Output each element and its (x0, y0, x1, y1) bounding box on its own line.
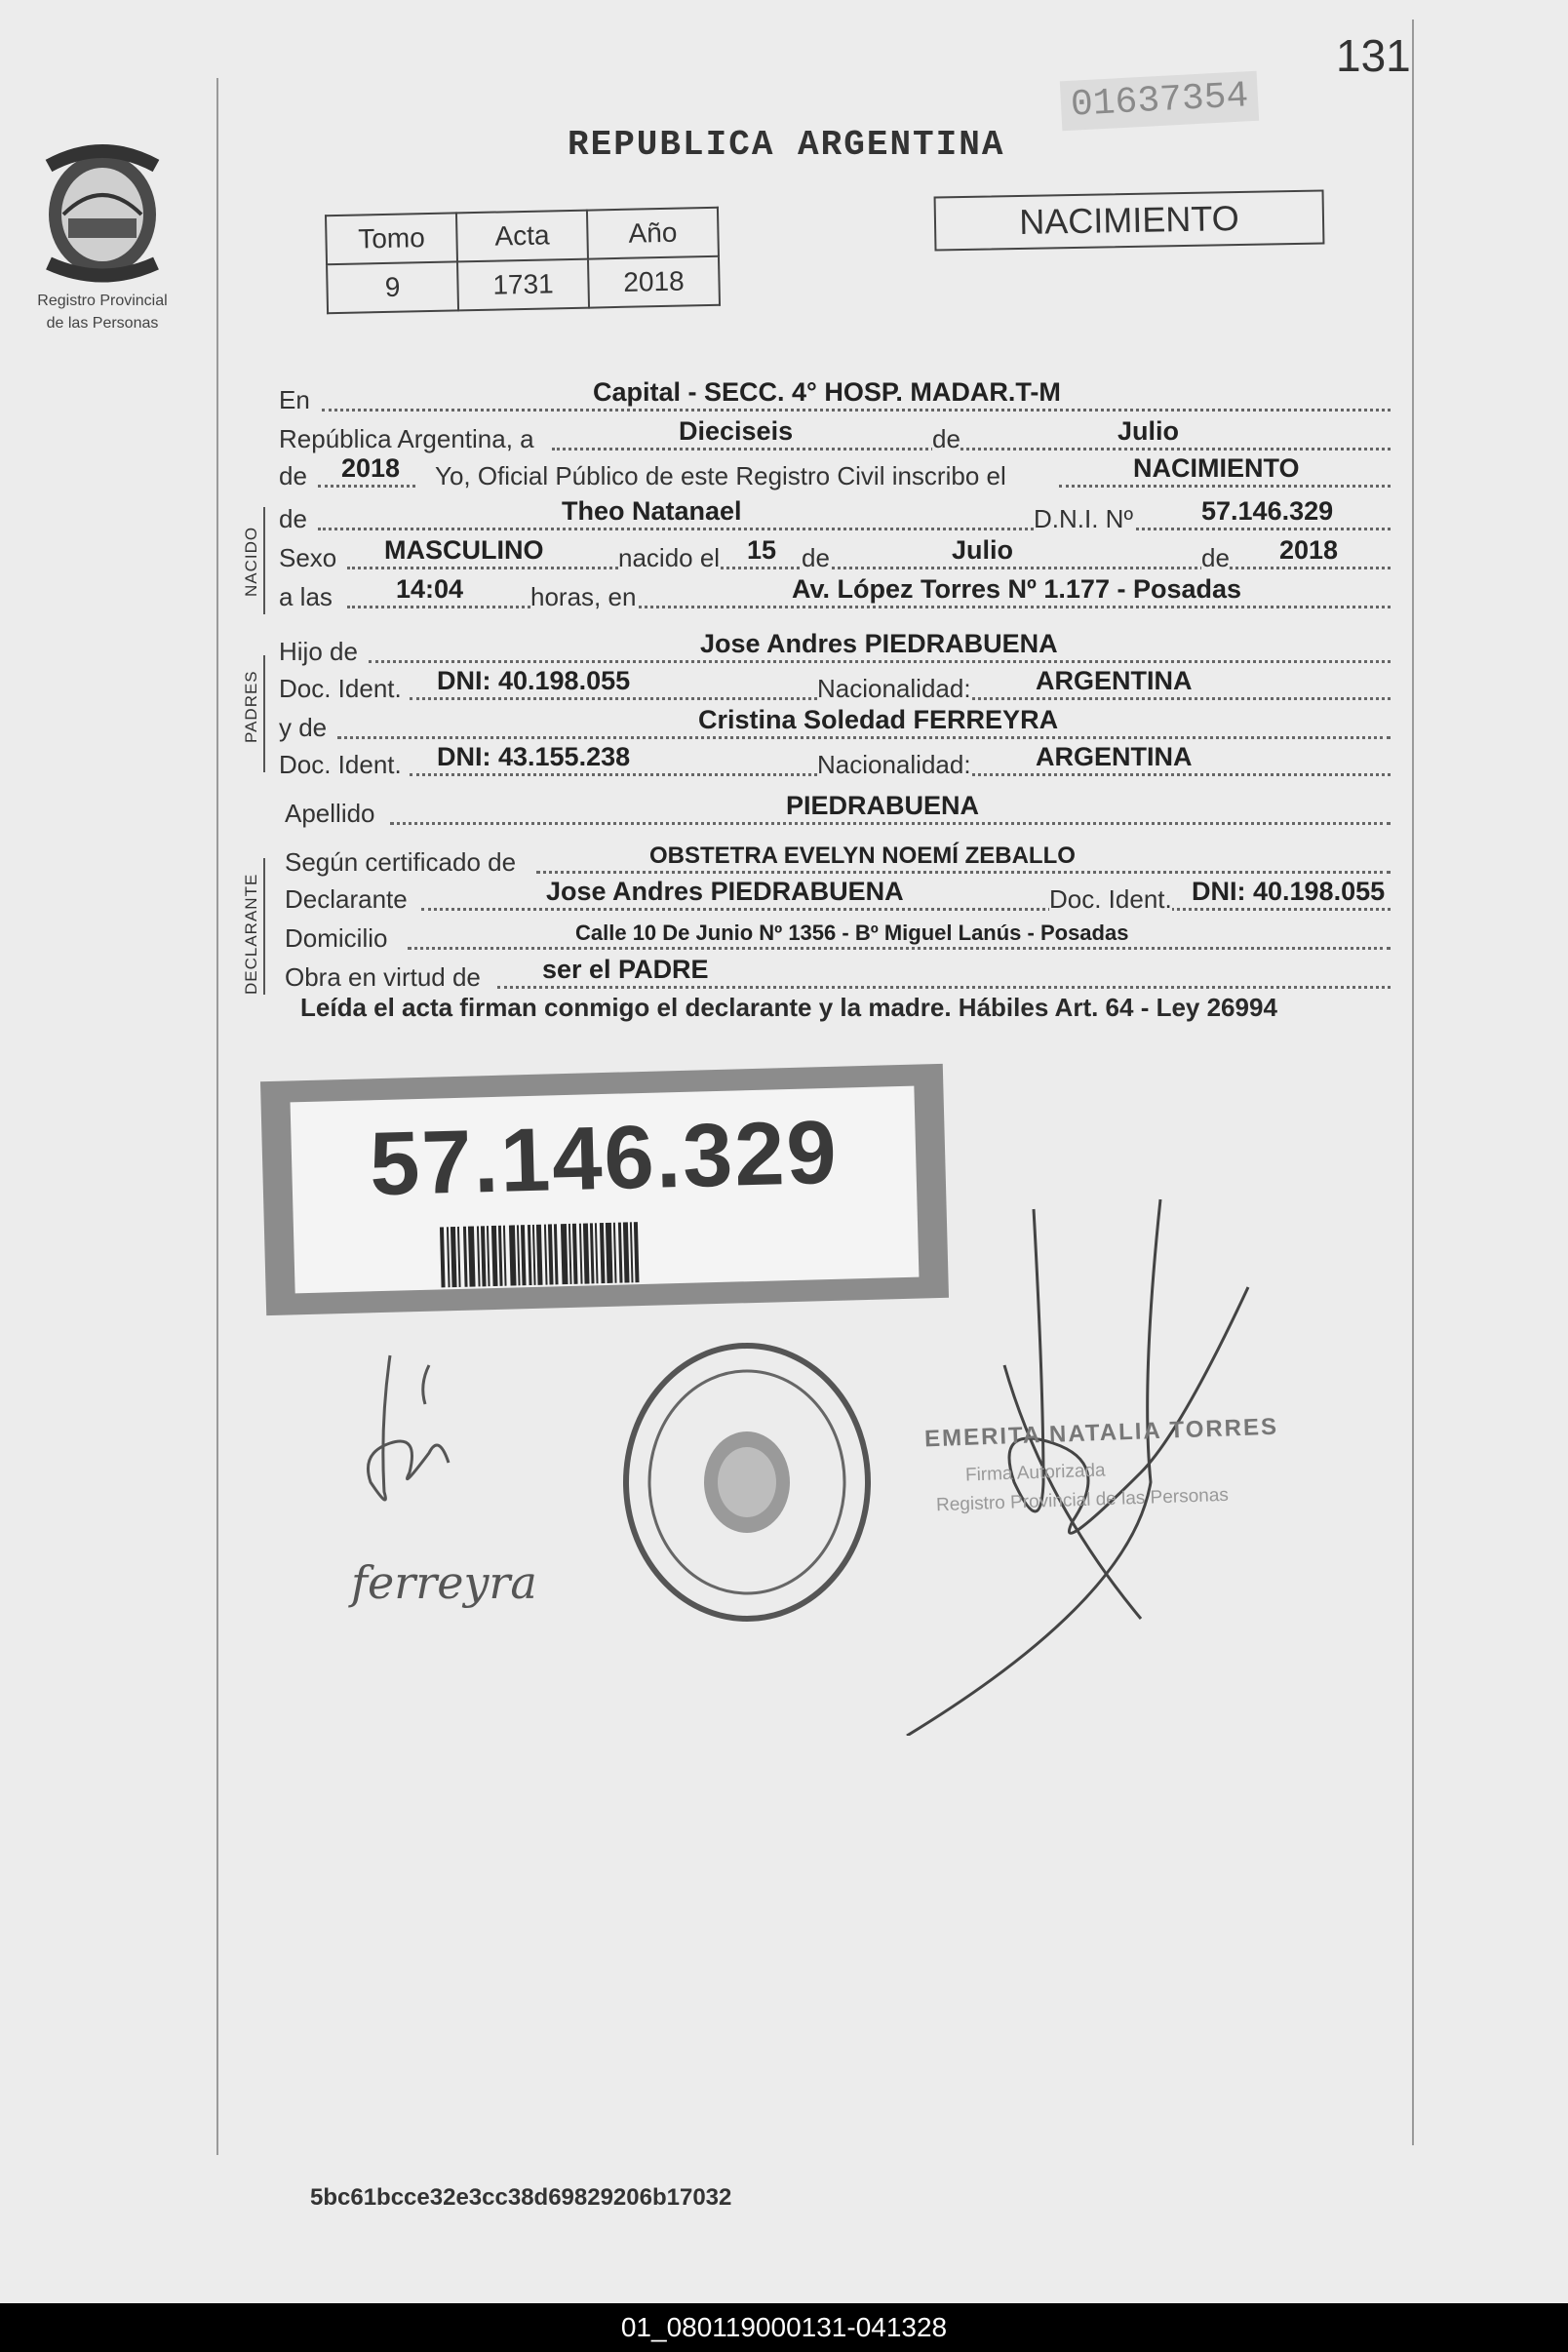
handwritten-ferreyra: ferreyra (351, 1556, 537, 1609)
line-nombre (279, 497, 1391, 536)
label-de-5: de (1201, 543, 1230, 572)
official-name: EMERITA NATALIA TORRES (923, 1413, 1279, 1453)
value-dni: 57.146.329 (1201, 496, 1334, 526)
label-republica: República Argentina, a (279, 424, 534, 453)
label-de-1: de (932, 424, 960, 453)
label-de-2: de (279, 461, 307, 490)
line-apellido (279, 792, 1391, 831)
official-title: Firma Autorizada (964, 1460, 1106, 1486)
value-apellido: PIEDRABUENA (786, 791, 980, 820)
header-anio: Año (587, 208, 719, 259)
value-anio: 2018 (341, 453, 401, 483)
value-declarante-doc: DNI: 40.198.055 (1192, 877, 1386, 906)
label-sexo: Sexo (279, 543, 337, 572)
value-tomo: 9 (327, 261, 458, 313)
document-hash: 5bc61bcce32e3cc38d69829206b17032 (310, 2184, 732, 2211)
page-number: 131 (1336, 30, 1411, 81)
value-madre: Cristina Soledad FERREYRA (698, 705, 1059, 734)
value-nombre: Theo Natanael (562, 496, 742, 526)
line-declarante (279, 878, 1391, 917)
value-anio: 2018 (588, 256, 720, 308)
label-hijo-de: Hijo de (279, 637, 358, 666)
declarante-bracket (263, 858, 265, 995)
side-label-declarante: DECLARANTE (242, 873, 260, 995)
value-madre-nac: ARGENTINA (1036, 742, 1193, 771)
document-title: REPUBLICA ARGENTINA (568, 125, 1005, 165)
label-apellido: Apellido (285, 799, 375, 828)
padres-bracket (263, 655, 265, 772)
nacido-bracket (263, 507, 265, 614)
value-nac-mes: Julio (952, 535, 1014, 565)
mother-signature-icon (351, 1346, 468, 1521)
label-horas-en: horas, en (530, 582, 637, 611)
record-type-box: NACIMIENTO (934, 190, 1325, 252)
value-acto: NACIMIENTO (1133, 453, 1300, 483)
side-label-padres: PADRES (242, 670, 260, 743)
registry-caption-1: Registro Provincial (37, 293, 168, 309)
label-yo-oficial: Yo, Oficial Público de este Registro Civil inscribo el (435, 461, 1006, 490)
line-sexo (279, 536, 1391, 575)
value-obra: ser el PADRE (542, 955, 709, 984)
value-lugar-nac: Av. López Torres Nº 1.177 - Posadas (792, 574, 1242, 604)
line-oficial (279, 454, 1391, 493)
province-emblem (29, 137, 176, 333)
label-doc-ident-1: Doc. Ident. (279, 674, 402, 703)
dni-stamp-number: 57.146.329 (368, 1102, 840, 1215)
left-margin-rule (216, 78, 218, 2155)
value-mes: Julio (1117, 416, 1180, 446)
line-certificado (279, 841, 1391, 880)
label-de-3: de (279, 504, 307, 533)
value-certificado: OBSTETRA EVELYN NOEMÍ ZEBALLO (649, 843, 1076, 869)
value-nac-anio: 2018 (1279, 535, 1339, 565)
value-acta: 1731 (457, 259, 589, 311)
value-hora: 14:04 (396, 574, 464, 604)
side-label-nacido: NACIDO (242, 526, 260, 597)
registry-seal-icon (620, 1336, 874, 1628)
header-tomo: Tomo (326, 213, 457, 264)
value-lugar: Capital - SECC. 4° HOSP. MADAR.T-M (593, 377, 1061, 407)
registry-caption-2: de las Personas (46, 315, 159, 332)
label-doc-ident-3: Doc. Ident. (1049, 884, 1172, 914)
value-padre: Jose Andres PIEDRABUENA (700, 629, 1058, 658)
value-nac-dia: 15 (747, 535, 777, 565)
label-nacido-el: nacido el (618, 543, 721, 572)
line-republica (279, 417, 1391, 456)
value-sexo: MASCULINO (384, 535, 544, 565)
label-y-de: y de (279, 713, 328, 742)
line-padre-doc (279, 667, 1391, 706)
line-madre (279, 706, 1391, 745)
right-margin-rule (1412, 20, 1414, 2145)
value-declarante: Jose Andres PIEDRABUENA (546, 877, 904, 906)
label-segun-cert: Según certificado de (285, 847, 517, 877)
label-a-las: a las (279, 582, 333, 611)
line-en (279, 378, 1391, 417)
value-madre-doc: DNI: 43.155.238 (437, 742, 631, 771)
value-padre-nac: ARGENTINA (1036, 666, 1193, 695)
closing-text: Leída el acta firman conmigo el declarante y la madre. Hábiles Art. 64 - Ley 26994 (300, 993, 1277, 1022)
line-padre (279, 630, 1391, 669)
line-madre-doc (279, 743, 1391, 782)
footer-id: 01_080119000131-041328 (0, 2303, 1568, 2352)
barcode-icon (440, 1222, 640, 1287)
line-domicilio (279, 917, 1391, 956)
official-registry: Registro Provincial de las Personas (935, 1484, 1230, 1516)
shield-icon (39, 137, 166, 283)
value-padre-doc: DNI: 40.198.055 (437, 666, 631, 695)
line-hora (279, 575, 1391, 614)
label-domicilio: Domicilio (285, 923, 388, 953)
value-dia: Dieciseis (679, 416, 794, 446)
label-en: En (279, 385, 310, 414)
label-obra: Obra en virtud de (285, 962, 481, 992)
label-dni: D.N.I. Nº (1034, 504, 1133, 533)
record-table (325, 207, 721, 314)
label-de-4: de (802, 543, 830, 572)
label-doc-ident-2: Doc. Ident. (279, 750, 402, 779)
serial-stamp: 01637354 (1060, 71, 1260, 132)
dni-stamp (260, 1064, 949, 1315)
label-nacionalidad-2: Nacionalidad: (817, 750, 971, 779)
label-declarante: Declarante (285, 884, 408, 914)
value-domicilio: Calle 10 De Junio Nº 1356 - Bº Miguel Lanús - Posadas (575, 921, 1129, 945)
label-nacionalidad-1: Nacionalidad: (817, 674, 971, 703)
header-acta: Acta (456, 211, 588, 262)
